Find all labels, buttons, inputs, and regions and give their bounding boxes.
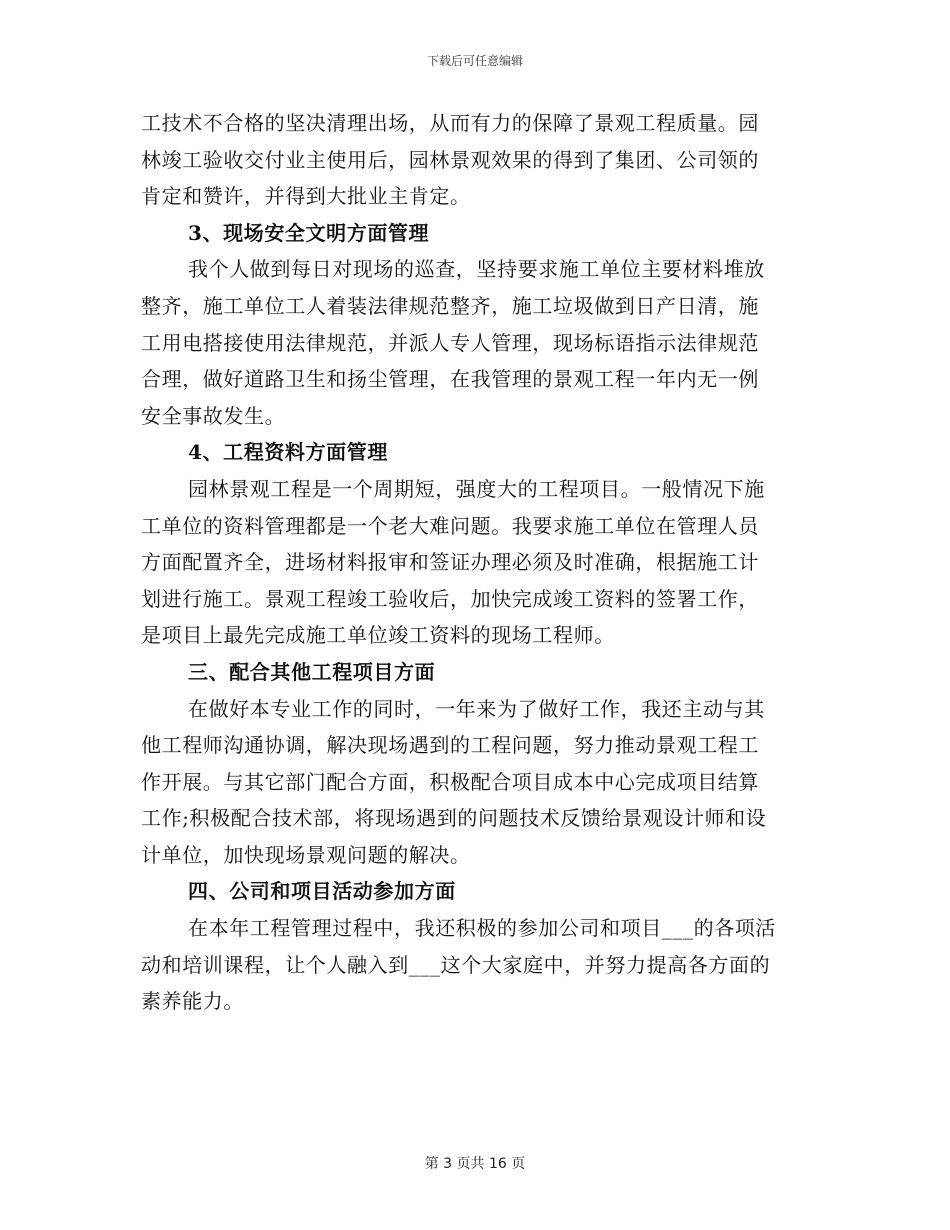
text-line: 是项目上最先完成施工单位竣工资料的现场工程师。	[141, 623, 615, 648]
text-line: 在本年工程管理过程中，我还积极的参加公司和项目___的各项活	[188, 916, 776, 941]
text-line: 我个人做到每日对现场的巡查，坚持要求施工单位主要材料堆放	[188, 257, 765, 282]
section-heading: 4、工程资料方面管理	[188, 440, 388, 465]
text-line: 肯定和赞许，并得到大批业主肯定。	[141, 184, 471, 209]
text-line: 工单位的资料管理都是一个老大难问题。我要求施工单位在管理人员	[141, 513, 759, 538]
text-line: 园林景观工程是一个周期短，强度大的工程项目。一般情况下施	[188, 476, 765, 501]
text-line: 他工程师沟通协调，解决现场遇到的工程问题，努力推动景观工程工	[141, 733, 759, 758]
text-line: 动和培训课程，让个人融入到___这个大家庭中，并努力提高各方面的	[141, 952, 771, 977]
text-line: 方面配置齐全，进场材料报审和签证办理必须及时准确，根据施工计	[141, 550, 759, 575]
page-header: 下载后可任意编辑	[426, 54, 523, 68]
text-line: 工用电搭接使用法律规范，并派人专人管理，现场标语指示法律规范	[141, 330, 759, 355]
text-line: 合理，做好道路卫生和扬尘管理，在我管理的景观工程一年内无一例	[141, 367, 759, 392]
text-line: 素养能力。	[141, 989, 244, 1014]
section-heading: 3、现场安全文明方面管理	[188, 220, 430, 245]
page-footer: 第 3 页共 16 页	[424, 1156, 526, 1172]
text-line: 工作;积极配合技术部，将现场遇到的问题技术反馈给景观设计师和设	[141, 806, 767, 831]
section-heading: 四、公司和项目活动参加方面	[188, 879, 456, 904]
text-line: 整齐，施工单位工人着装法律规范整齐，施工垃圾做到日产日清，施	[141, 293, 759, 318]
text-line: 在做好本专业工作的同时，一年来为了做好工作，我还主动与其	[188, 696, 765, 721]
document-body	[141, 105, 806, 1020]
text-line: 划进行施工。景观工程竣工验收后，加快完成竣工资料的签署工作，	[141, 586, 759, 611]
text-line: 计单位，加快现场景观问题的解决。	[141, 842, 471, 867]
text-line: 安全事故发生。	[141, 403, 286, 428]
section-heading: 三、配合其他工程项目方面	[188, 659, 436, 684]
text-line: 林竣工验收交付业主使用后，园林景观效果的得到了集团、公司领的	[141, 147, 759, 172]
text-line: 作开展。与其它部门配合方面，积极配合项目成本中心完成项目结算	[141, 769, 759, 794]
text-line: 工技术不合格的坚决清理出场，从而有力的保障了景观工程质量。园	[141, 111, 759, 135]
